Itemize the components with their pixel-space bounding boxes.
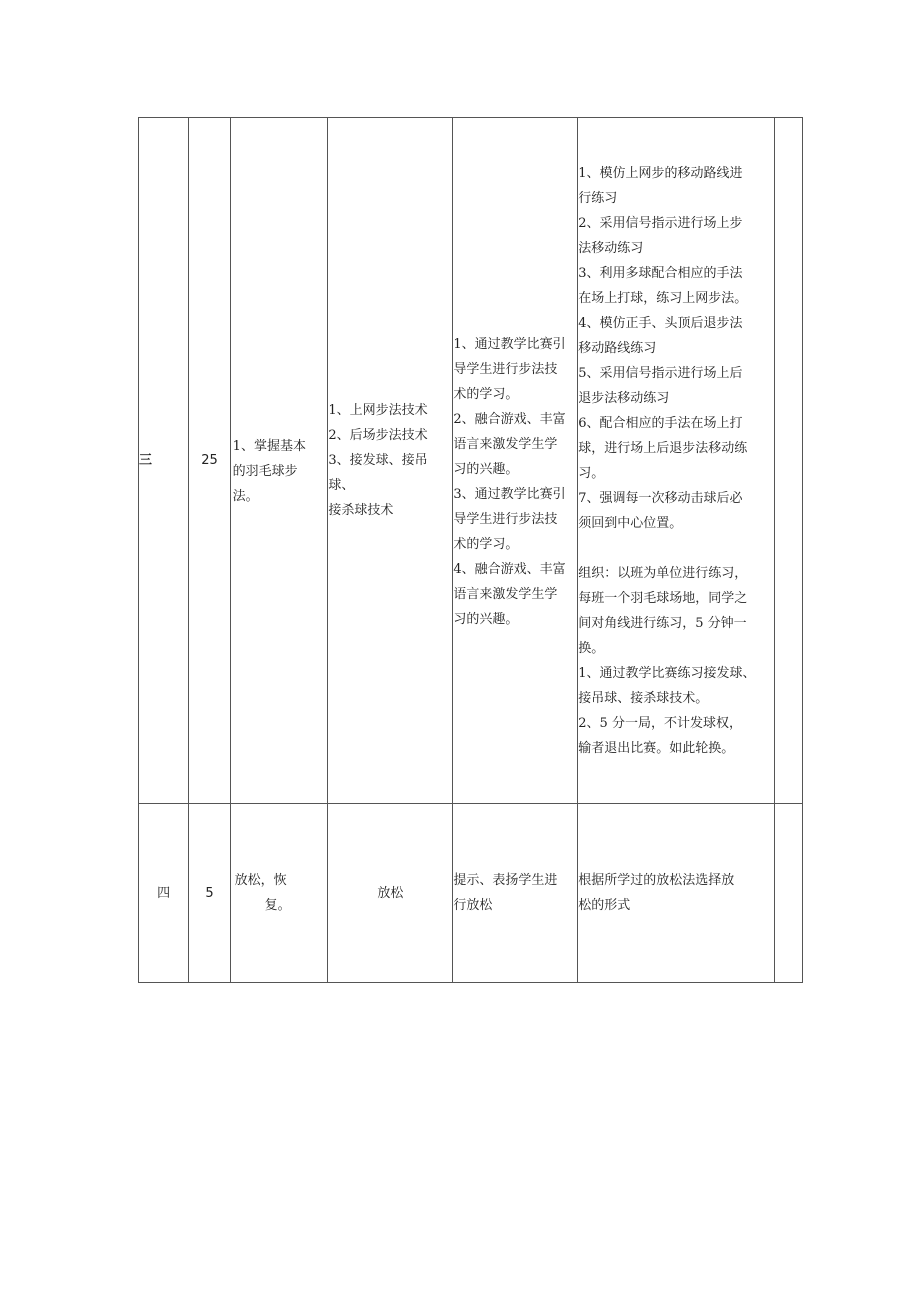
- content-line: 3、接发球、接吊球、: [328, 453, 428, 493]
- organization-line: 习。: [578, 465, 605, 481]
- organization-line: 换。: [578, 640, 605, 656]
- organization-line: 球，进行场上后退步法移动练: [578, 440, 748, 456]
- organization-cell: [578, 118, 774, 804]
- organization-line: 须回到中心位置。: [578, 515, 683, 531]
- organization-line: 移动路线练习: [578, 340, 657, 356]
- organization-line: 在场上打球，练习上网步法。: [578, 290, 748, 306]
- goal-cell: [230, 118, 328, 804]
- goal-line: 法。: [232, 489, 259, 504]
- organization-line: 7、强调每一次移动击球后必: [578, 490, 743, 506]
- method-line: 1、通过教学比赛引: [453, 336, 566, 352]
- table-row: [139, 118, 803, 804]
- organization-line: 每班一个羽毛球场地，同学之: [578, 590, 748, 606]
- method-line: 术的学习。: [453, 536, 519, 552]
- goal-line: 的羽毛球步: [232, 464, 298, 479]
- method-cell: [453, 118, 578, 804]
- method-line: 提示、表扬学生进: [453, 873, 558, 888]
- stage-cell: 三: [139, 118, 189, 804]
- content-line: 2、后场步法技术: [328, 428, 428, 443]
- method-line: 3、通过教学比赛引: [453, 486, 566, 502]
- method-line: 2、融合游戏、丰富: [453, 411, 566, 427]
- organization-line: 行练习: [578, 190, 618, 206]
- method-line: 习的兴趣。: [453, 611, 519, 627]
- method-line: 语言来激发学生学: [453, 436, 558, 452]
- method-line: 术的学习。: [453, 386, 519, 402]
- content-line: 放松: [377, 885, 404, 901]
- organization-line: 3、利用多球配合相应的手法: [578, 265, 743, 281]
- organization-line: 2、5 分一局，不计发球权，: [578, 715, 742, 731]
- content-line: 接杀球技术: [328, 503, 394, 518]
- organization-line: 2、采用信号指示进行场上步: [578, 215, 743, 231]
- method-line: 导学生进行步法技: [453, 511, 558, 527]
- content-cell: [328, 804, 453, 983]
- organization-line: 退步法移动练习: [578, 390, 670, 406]
- organization-line: 1、通过教学比赛练习接发球、: [578, 665, 756, 681]
- organization-line: 松的形式: [578, 898, 631, 913]
- method-line: 4、融合游戏、丰富: [453, 561, 566, 577]
- goal-line: 1、掌握基本: [232, 439, 306, 454]
- organization-line: 输者退出比赛。如此轮换。: [578, 740, 735, 756]
- organization-line: 5、采用信号指示进行场上后: [578, 365, 743, 381]
- organization-line: 组织：以班为单位进行练习，: [578, 565, 748, 581]
- goal-line: 复。: [264, 898, 291, 913]
- time-cell: 5: [189, 804, 230, 983]
- note-cell: [774, 804, 802, 983]
- content-cell: [328, 118, 453, 804]
- goal-line: 放松，恢: [234, 873, 287, 888]
- organization-line: 接吊球、接杀球技术。: [578, 690, 709, 706]
- organization-line: 间对角线进行练习，5 分钟一: [578, 615, 747, 631]
- organization-cell: [578, 804, 774, 983]
- organization-line: 1、模仿上网步的移动路线进: [578, 165, 743, 181]
- stage-cell: 四: [139, 804, 189, 983]
- method-cell: [453, 804, 578, 983]
- method-line: 习的兴趣。: [453, 461, 519, 477]
- method-line: 行放松: [453, 898, 493, 913]
- method-line: 语言来激发学生学: [453, 586, 558, 602]
- organization-line: 法移动练习: [578, 240, 644, 256]
- table-row: [139, 804, 803, 983]
- note-cell: [774, 118, 802, 804]
- content-line: 1、上网步法技术: [328, 403, 428, 418]
- organization-line: 根据所学过的放松法选择放: [578, 873, 735, 888]
- goal-cell: [230, 804, 328, 983]
- organization-line: 4、模仿正手、头顶后退步法: [578, 315, 743, 331]
- paragraph-gap: [578, 536, 773, 561]
- organization-line: 6、配合相应的手法在场上打: [578, 415, 743, 431]
- lesson-plan-table: [138, 117, 803, 983]
- method-line: 导学生进行步法技: [453, 361, 558, 377]
- time-cell: 25: [189, 118, 230, 804]
